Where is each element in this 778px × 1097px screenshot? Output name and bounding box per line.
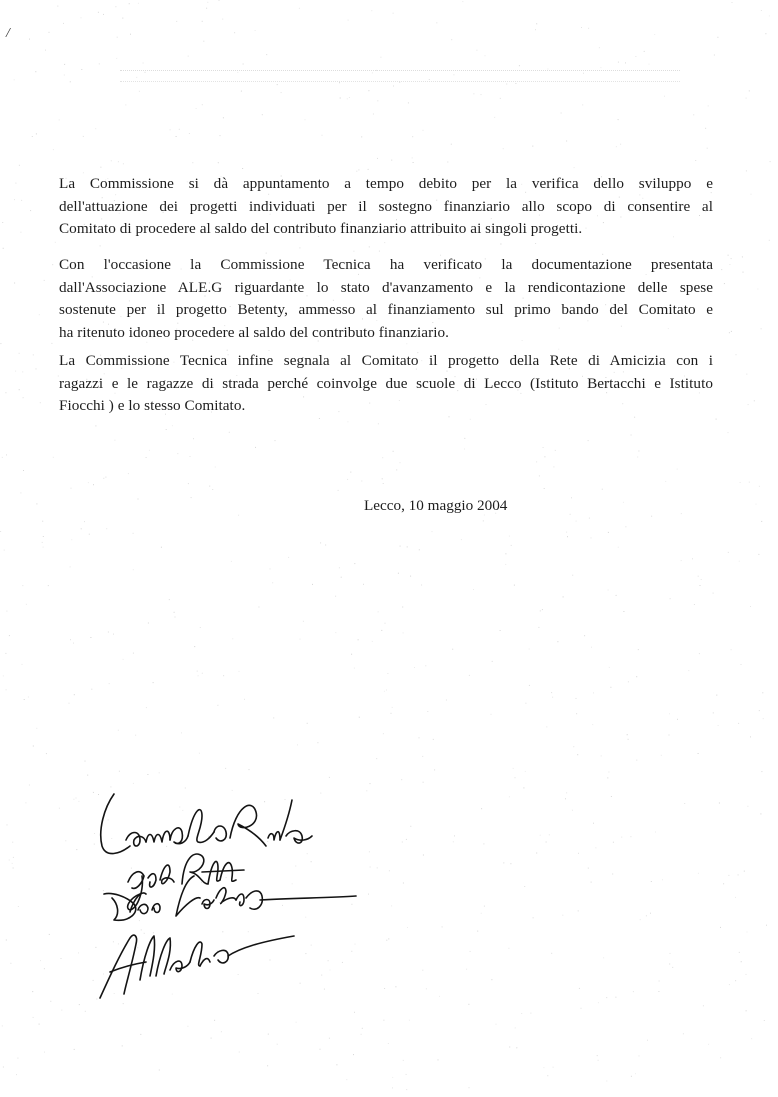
paragraph-verification-appointment bbox=[59, 173, 713, 241]
signature-1 bbox=[101, 794, 312, 854]
date-line: Lecco, 10 maggio 2004 bbox=[364, 497, 508, 514]
paragraph-line: dall'Associazione ALE.G riguardante lo stato d'avanzamento e la rendicontazione delle spese bbox=[59, 278, 713, 296]
corner-mark: / bbox=[6, 26, 10, 41]
signature-4 bbox=[100, 935, 294, 998]
paragraph-line: Comitato di procedere al saldo del contributo finanziario attribuito ai singoli progetti. bbox=[59, 220, 583, 238]
paragraph-line: Con l'occasione la Commissione Tecnica ha verificato la documentazione presentata bbox=[59, 256, 713, 273]
paragraph-line: La Commissione si dà appuntamento a tempo debito per la verifica dello sviluppo e bbox=[59, 175, 713, 192]
paragraph-line: ragazzi e le ragazze di strada perché coinvolge due scuole di Lecco (Istituto Bertacchi e Istituto bbox=[59, 374, 713, 392]
paragraph-line: sostenute per il progetto Betenty, ammesso al finanziamento sul primo bando del Comitato e bbox=[59, 301, 713, 319]
signatures-block bbox=[90, 780, 390, 1020]
faint-header-line bbox=[120, 70, 680, 82]
paragraph-line: La Commissione Tecnica infine segnala al Comitato il progetto della Rete di Amicizia con i bbox=[59, 352, 713, 369]
paragraph-line: Fiocchi ) e lo stesso Comitato. bbox=[59, 397, 246, 415]
paragraph-documentation-check bbox=[59, 254, 713, 344]
paragraph-line: dell'attuazione dei progetti individuati per il sostegno finanziario allo scopo di consentire al bbox=[59, 197, 713, 215]
signature-2 bbox=[128, 854, 244, 910]
paragraph-line: ha ritenuto idoneo procedere al saldo del contributo finanziario. bbox=[59, 323, 449, 341]
paragraph-project-recommendation bbox=[59, 350, 713, 418]
